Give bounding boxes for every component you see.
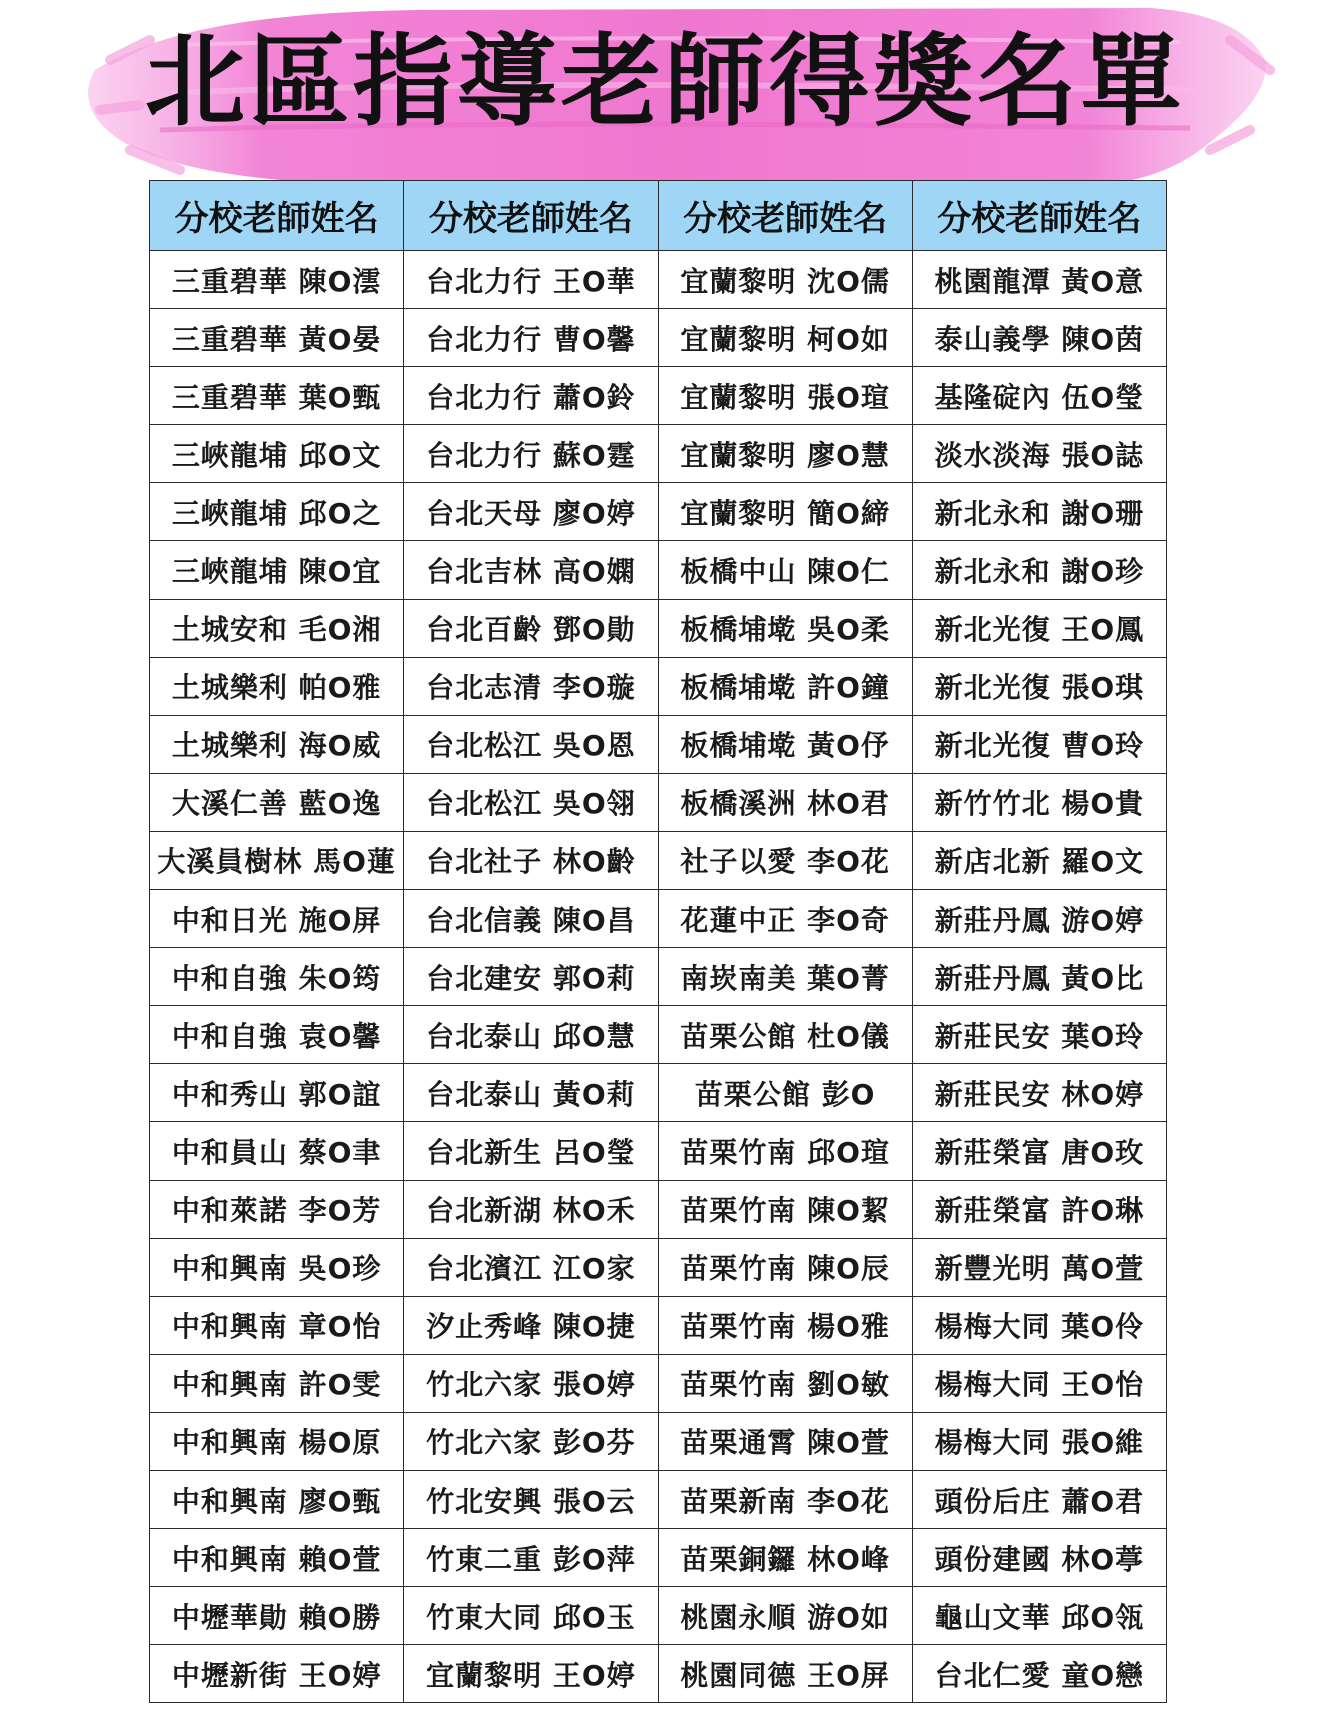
- table-row: [150, 1354, 1167, 1412]
- table-row: [150, 1645, 1167, 1703]
- table-cell: 板橋埔墘 許O鐘: [658, 657, 912, 715]
- table-cell: 三重碧華 陳O澐: [150, 251, 404, 309]
- table-cell: 台北力行 曹O馨: [404, 309, 658, 367]
- table-cell: 台北濱江 江O家: [404, 1238, 658, 1296]
- table-cell: 土城樂利 帕O雅: [150, 657, 404, 715]
- page-title: 北區指導老師得獎名單: [145, 23, 1185, 140]
- table-row: [150, 890, 1167, 948]
- table-row: [150, 1180, 1167, 1238]
- table-row: [150, 367, 1167, 425]
- table-cell: 新莊丹鳳 黃O比: [912, 948, 1166, 1006]
- table-cell: 台北泰山 邱O慧: [404, 1006, 658, 1064]
- award-table: [149, 180, 1167, 1703]
- table-cell: 大溪員樹林 馬O蓮: [150, 831, 404, 889]
- table-cell: 宜蘭黎明 廖O慧: [658, 425, 912, 483]
- table-row: [150, 541, 1167, 599]
- table-cell: 宜蘭黎明 張O瑄: [658, 367, 912, 425]
- table-cell: 泰山義學 陳O茵: [912, 309, 1166, 367]
- table-row: [150, 1064, 1167, 1122]
- table-cell: 台北建安 郭O莉: [404, 948, 658, 1006]
- column-header: 分校老師姓名: [150, 181, 404, 251]
- table-row: [150, 715, 1167, 773]
- table-cell: 楊梅大同 張O維: [912, 1412, 1166, 1470]
- table-cell: 社子以愛 李O花: [658, 831, 912, 889]
- table-cell: 花蓮中正 李O奇: [658, 890, 912, 948]
- table-row: [150, 657, 1167, 715]
- column-header: 分校老師姓名: [912, 181, 1166, 251]
- table-cell: 苗栗竹南 劉O敏: [658, 1354, 912, 1412]
- table-cell: 楊梅大同 王O怡: [912, 1354, 1166, 1412]
- table-row: [150, 251, 1167, 309]
- table-row: [150, 1122, 1167, 1180]
- table-cell: 土城安和 毛O湘: [150, 599, 404, 657]
- table-cell: 新莊民安 林O婷: [912, 1064, 1166, 1122]
- table-cell: 台北天母 廖O婷: [404, 483, 658, 541]
- table-cell: 中和興南 賴O萱: [150, 1529, 404, 1587]
- table-cell: 三重碧華 黃O晏: [150, 309, 404, 367]
- table-row: [150, 1470, 1167, 1528]
- table-cell: 龜山文華 邱O瓴: [912, 1587, 1166, 1645]
- table-cell: 板橋埔墘 黃O伃: [658, 715, 912, 773]
- table-cell: 台北新湖 林O禾: [404, 1180, 658, 1238]
- table-cell: 楊梅大同 葉O伶: [912, 1296, 1166, 1354]
- table-cell: 宜蘭黎明 王O婷: [404, 1645, 658, 1703]
- table-cell: 新北永和 謝O珍: [912, 541, 1166, 599]
- table-row: [150, 309, 1167, 367]
- table-cell: 台北力行 蘇O霆: [404, 425, 658, 483]
- table-cell: 三峽龍埔 邱O文: [150, 425, 404, 483]
- table-row: [150, 773, 1167, 831]
- table-cell: 台北吉林 高O嫻: [404, 541, 658, 599]
- table-cell: 宜蘭黎明 簡O締: [658, 483, 912, 541]
- table-cell: 南崁南美 葉O菁: [658, 948, 912, 1006]
- table-cell: 中和興南 楊O原: [150, 1412, 404, 1470]
- table-cell: 台北仁愛 童O戀: [912, 1645, 1166, 1703]
- table-row: [150, 483, 1167, 541]
- table-cell: 竹東大同 邱O玉: [404, 1587, 658, 1645]
- table-cell: 新莊丹鳳 游O婷: [912, 890, 1166, 948]
- table-row: [150, 1238, 1167, 1296]
- table-cell: 三峽龍埔 陳O宜: [150, 541, 404, 599]
- table-cell: 基隆碇內 伍O瑩: [912, 367, 1166, 425]
- table-cell: 宜蘭黎明 柯O如: [658, 309, 912, 367]
- table-cell: 中和秀山 郭O誼: [150, 1064, 404, 1122]
- table-cell: 頭份后庄 蕭O君: [912, 1470, 1166, 1528]
- table-cell: 中和興南 廖O甄: [150, 1470, 404, 1528]
- table-cell: 台北力行 王O華: [404, 251, 658, 309]
- table-row: [150, 425, 1167, 483]
- table-cell: 台北松江 吳O翎: [404, 773, 658, 831]
- table-cell: 台北信義 陳O昌: [404, 890, 658, 948]
- table-row: [150, 831, 1167, 889]
- table-cell: 台北百齡 鄧O勛: [404, 599, 658, 657]
- table-cell: 中和萊諾 李O芳: [150, 1180, 404, 1238]
- table-cell: 台北泰山 黃O莉: [404, 1064, 658, 1122]
- table-cell: 中和員山 蔡O聿: [150, 1122, 404, 1180]
- table-row: [150, 1006, 1167, 1064]
- table-cell: 中和興南 許O雯: [150, 1354, 404, 1412]
- table-row: [150, 1412, 1167, 1470]
- table-cell: 苗栗竹南 邱O瑄: [658, 1122, 912, 1180]
- table-row: [150, 599, 1167, 657]
- table-cell: 新莊民安 葉O玲: [912, 1006, 1166, 1064]
- table-cell: 三重碧華 葉O甄: [150, 367, 404, 425]
- table-cell: 中和興南 吳O珍: [150, 1238, 404, 1296]
- table-cell: 淡水淡海 張O誌: [912, 425, 1166, 483]
- table-cell: 中壢華勛 賴O勝: [150, 1587, 404, 1645]
- table-cell: 苗栗新南 李O花: [658, 1470, 912, 1528]
- table-cell: 苗栗竹南 陳O辰: [658, 1238, 912, 1296]
- table-cell: 竹北安興 張O云: [404, 1470, 658, 1528]
- table-cell: 新店北新 羅O文: [912, 831, 1166, 889]
- table-cell: 中壢新街 王O婷: [150, 1645, 404, 1703]
- table-cell: 宜蘭黎明 沈O儒: [658, 251, 912, 309]
- table-cell: 桃園龍潭 黃O意: [912, 251, 1166, 309]
- column-header: 分校老師姓名: [658, 181, 912, 251]
- table-cell: 竹北六家 張O婷: [404, 1354, 658, 1412]
- title-banner: [0, 0, 1330, 190]
- table-cell: 新北光復 張O琪: [912, 657, 1166, 715]
- table-cell: 竹北六家 彭O芬: [404, 1412, 658, 1470]
- table-header-row: [150, 181, 1167, 251]
- table-row: [150, 948, 1167, 1006]
- table-cell: 桃園永順 游O如: [658, 1587, 912, 1645]
- table-cell: 中和自強 朱O筠: [150, 948, 404, 1006]
- table-cell: 新豐光明 萬O萱: [912, 1238, 1166, 1296]
- table-cell: 土城樂利 海O威: [150, 715, 404, 773]
- table-body: [150, 251, 1167, 1703]
- table-cell: 新竹竹北 楊O貴: [912, 773, 1166, 831]
- table-cell: 中和日光 施O屏: [150, 890, 404, 948]
- column-header: 分校老師姓名: [404, 181, 658, 251]
- table-row: [150, 1529, 1167, 1587]
- table-cell: 苗栗公館 彭O: [658, 1064, 912, 1122]
- table-cell: 台北社子 林O齡: [404, 831, 658, 889]
- table-cell: 台北新生 呂O瑩: [404, 1122, 658, 1180]
- table-cell: 新北光復 曹O玲: [912, 715, 1166, 773]
- table-cell: 新北光復 王O鳳: [912, 599, 1166, 657]
- table-cell: 苗栗銅鑼 林O峰: [658, 1529, 912, 1587]
- table-cell: 板橋中山 陳O仁: [658, 541, 912, 599]
- table-cell: 苗栗竹南 陳O絜: [658, 1180, 912, 1238]
- table-cell: 苗栗公館 杜O儀: [658, 1006, 912, 1064]
- table-cell: 新莊榮富 唐O玫: [912, 1122, 1166, 1180]
- table-cell: 台北志清 李O璇: [404, 657, 658, 715]
- table-cell: 板橋溪洲 林O君: [658, 773, 912, 831]
- table-cell: 桃園同德 王O屏: [658, 1645, 912, 1703]
- table-row: [150, 1587, 1167, 1645]
- table-cell: 中和自強 袁O馨: [150, 1006, 404, 1064]
- table-cell: 中和興南 章O怡: [150, 1296, 404, 1354]
- table-cell: 大溪仁善 藍O逸: [150, 773, 404, 831]
- table-cell: 竹東二重 彭O萍: [404, 1529, 658, 1587]
- table-cell: 板橋埔墘 吳O柔: [658, 599, 912, 657]
- table-cell: 台北力行 蕭O鈴: [404, 367, 658, 425]
- table-cell: 台北松江 吳O恩: [404, 715, 658, 773]
- table-cell: 新莊榮富 許O琳: [912, 1180, 1166, 1238]
- table-cell: 苗栗通霄 陳O萱: [658, 1412, 912, 1470]
- table-cell: 汐止秀峰 陳O捷: [404, 1296, 658, 1354]
- table-cell: 頭份建國 林O葶: [912, 1529, 1166, 1587]
- table-cell: 新北永和 謝O珊: [912, 483, 1166, 541]
- table-cell: 三峽龍埔 邱O之: [150, 483, 404, 541]
- table-row: [150, 1296, 1167, 1354]
- table-cell: 苗栗竹南 楊O雅: [658, 1296, 912, 1354]
